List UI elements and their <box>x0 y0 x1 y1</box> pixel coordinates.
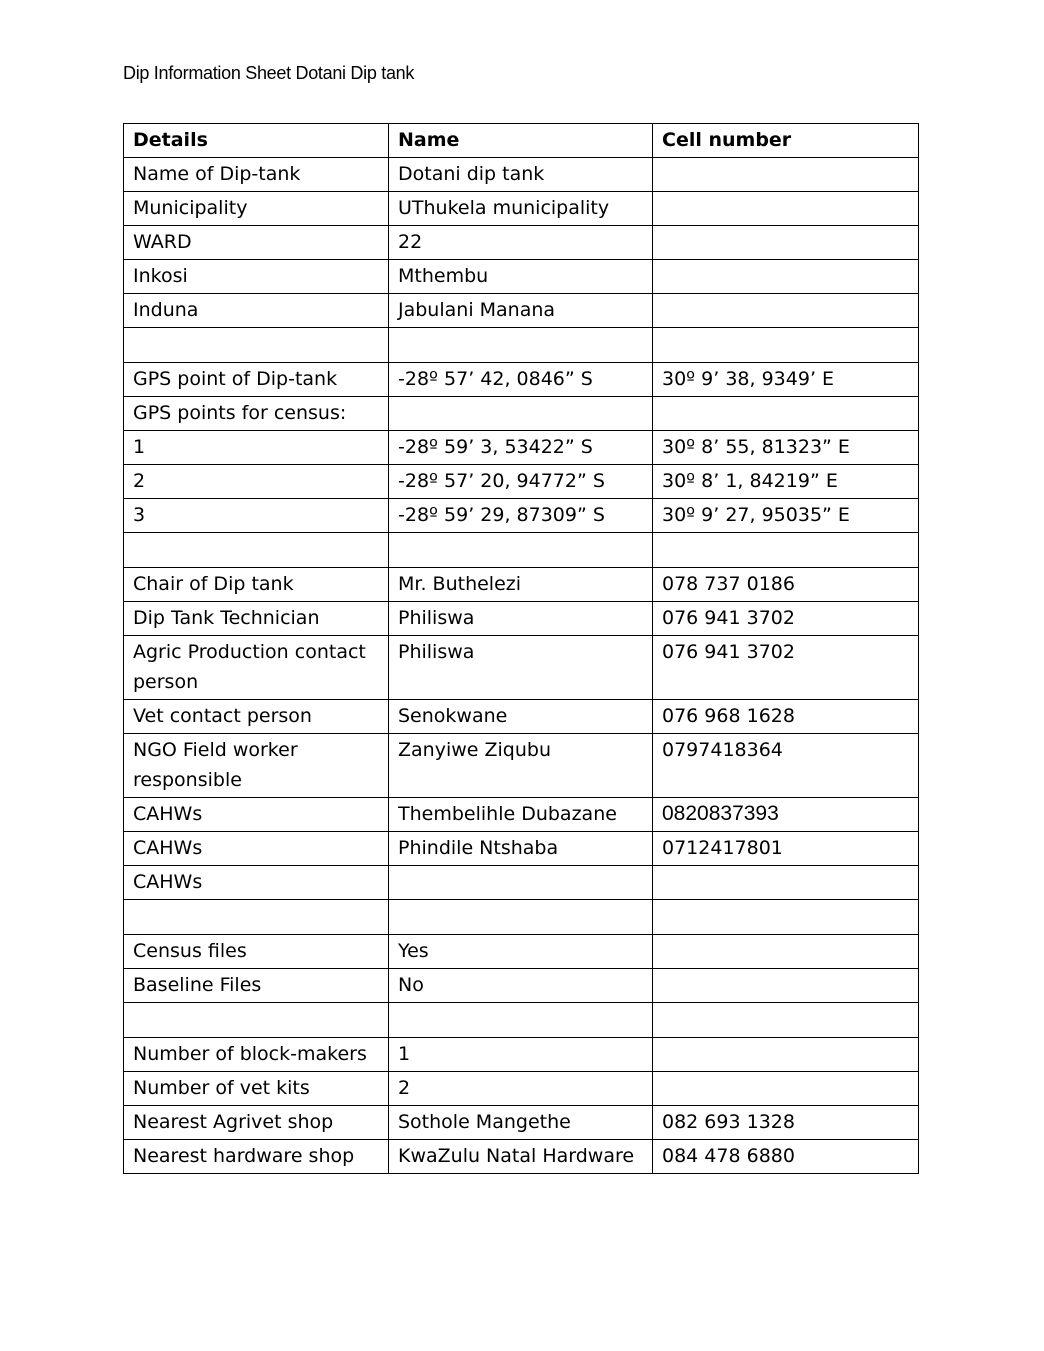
header-cell-number: Cell number <box>653 124 919 158</box>
details-cell: CAHWs <box>124 832 389 866</box>
details-cell: GPS point of Dip-tank <box>124 363 389 397</box>
name-cell: No <box>389 969 653 1003</box>
name-cell <box>389 533 653 568</box>
table-row <box>124 533 919 568</box>
cell-number-cell: 0712417801 <box>653 832 919 866</box>
details-cell: Number of vet kits <box>124 1072 389 1106</box>
details-cell: Inkosi <box>124 260 389 294</box>
name-cell: Philiswa <box>389 636 653 700</box>
details-cell <box>124 900 389 935</box>
name-cell: -28º 57’ 42, 0846” S <box>389 363 653 397</box>
cell-number-cell: 30º 8’ 55, 81323” E <box>653 431 919 465</box>
table-row <box>124 1140 919 1174</box>
cell-number-cell: 078 737 0186 <box>653 568 919 602</box>
details-cell <box>124 1003 389 1038</box>
name-cell: Senokwane <box>389 700 653 734</box>
table-row <box>124 363 919 397</box>
details-cell: 3 <box>124 499 389 533</box>
header-name: Name <box>389 124 653 158</box>
details-cell: Name of Dip-tank <box>124 158 389 192</box>
details-cell: GPS points for census: <box>124 397 389 431</box>
name-cell: 22 <box>389 226 653 260</box>
details-cell: WARD <box>124 226 389 260</box>
table-row <box>124 294 919 328</box>
name-cell: 2 <box>389 1072 653 1106</box>
table-row <box>124 192 919 226</box>
table-row <box>124 734 919 798</box>
name-cell <box>389 1003 653 1038</box>
details-cell: Municipality <box>124 192 389 226</box>
details-cell: Baseline Files <box>124 969 389 1003</box>
table-row <box>124 431 919 465</box>
details-cell: Induna <box>124 294 389 328</box>
details-cell: Nearest Agrivet shop <box>124 1106 389 1140</box>
cell-number-cell <box>653 935 919 969</box>
cell-number-cell <box>653 1003 919 1038</box>
table-row <box>124 1003 919 1038</box>
cell-number-cell: 084 478 6880 <box>653 1140 919 1174</box>
details-cell: NGO Field worker responsible <box>124 734 389 798</box>
name-cell: UThukela municipality <box>389 192 653 226</box>
name-cell: -28º 59’ 29, 87309” S <box>389 499 653 533</box>
name-cell: Yes <box>389 935 653 969</box>
table-row <box>124 499 919 533</box>
details-cell: Chair of Dip tank <box>124 568 389 602</box>
cell-number-cell: 076 968 1628 <box>653 700 919 734</box>
details-cell: 2 <box>124 465 389 499</box>
table-row <box>124 900 919 935</box>
cell-number-cell <box>653 294 919 328</box>
page-title: Dip Information Sheet Dotani Dip tank <box>123 63 415 83</box>
cell-number-cell <box>653 328 919 363</box>
header-details: Details <box>124 124 389 158</box>
table-header-row <box>124 124 919 158</box>
name-cell: Sothole Mangethe <box>389 1106 653 1140</box>
table-row <box>124 158 919 192</box>
name-cell: Philiswa <box>389 602 653 636</box>
details-cell: CAHWs <box>124 866 389 900</box>
cell-number-cell <box>653 260 919 294</box>
cell-number-cell: 076 941 3702 <box>653 602 919 636</box>
name-cell <box>389 866 653 900</box>
cell-number-cell <box>653 226 919 260</box>
table-row <box>124 969 919 1003</box>
details-cell: Census files <box>124 935 389 969</box>
details-cell: 1 <box>124 431 389 465</box>
table-row <box>124 260 919 294</box>
table-row <box>124 798 919 832</box>
table-row <box>124 465 919 499</box>
details-cell: Vet contact person <box>124 700 389 734</box>
name-cell <box>389 328 653 363</box>
table-row <box>124 226 919 260</box>
cell-number-cell <box>653 533 919 568</box>
cell-number-cell: 30º 9’ 27, 95035” E <box>653 499 919 533</box>
table-row <box>124 1106 919 1140</box>
cell-number-cell <box>653 158 919 192</box>
details-cell <box>124 328 389 363</box>
table-row <box>124 328 919 363</box>
table-row <box>124 602 919 636</box>
cell-number-cell <box>653 192 919 226</box>
name-cell <box>389 397 653 431</box>
table-row <box>124 700 919 734</box>
cell-number-cell: 076 941 3702 <box>653 636 919 700</box>
details-cell <box>124 533 389 568</box>
table-row <box>124 636 919 700</box>
dip-info-table <box>123 123 919 1174</box>
cell-number-cell: 0820837393 <box>653 798 919 832</box>
details-cell: Number of block-makers <box>124 1038 389 1072</box>
cell-number-cell <box>653 397 919 431</box>
cell-number-cell: 30º 9’ 38, 9349’ E <box>653 363 919 397</box>
table-row <box>124 935 919 969</box>
name-cell: Mthembu <box>389 260 653 294</box>
table-row <box>124 832 919 866</box>
table-row <box>124 1072 919 1106</box>
cell-number-cell: 082 693 1328 <box>653 1106 919 1140</box>
name-cell: -28º 57’ 20, 94772” S <box>389 465 653 499</box>
name-cell: 1 <box>389 1038 653 1072</box>
name-cell: Zanyiwe Ziqubu <box>389 734 653 798</box>
table-row <box>124 866 919 900</box>
cell-number-cell <box>653 866 919 900</box>
cell-number-cell: 30º 8’ 1, 84219” E <box>653 465 919 499</box>
table-row <box>124 397 919 431</box>
table-row <box>124 1038 919 1072</box>
name-cell: KwaZulu Natal Hardware <box>389 1140 653 1174</box>
name-cell: Mr. Buthelezi <box>389 568 653 602</box>
details-cell: CAHWs <box>124 798 389 832</box>
cell-number-cell <box>653 1038 919 1072</box>
table-row <box>124 568 919 602</box>
details-cell: Agric Production contact person <box>124 636 389 700</box>
name-cell: Thembelihle Dubazane <box>389 798 653 832</box>
name-cell: Phindile Ntshaba <box>389 832 653 866</box>
name-cell: Jabulani Manana <box>389 294 653 328</box>
name-cell: -28º 59’ 3, 53422” S <box>389 431 653 465</box>
name-cell <box>389 900 653 935</box>
details-cell: Nearest hardware shop <box>124 1140 389 1174</box>
cell-number-cell <box>653 900 919 935</box>
cell-number-cell <box>653 969 919 1003</box>
cell-number-cell <box>653 1072 919 1106</box>
details-cell: Dip Tank Technician <box>124 602 389 636</box>
cell-number-cell: 0797418364 <box>653 734 919 798</box>
name-cell: Dotani dip tank <box>389 158 653 192</box>
